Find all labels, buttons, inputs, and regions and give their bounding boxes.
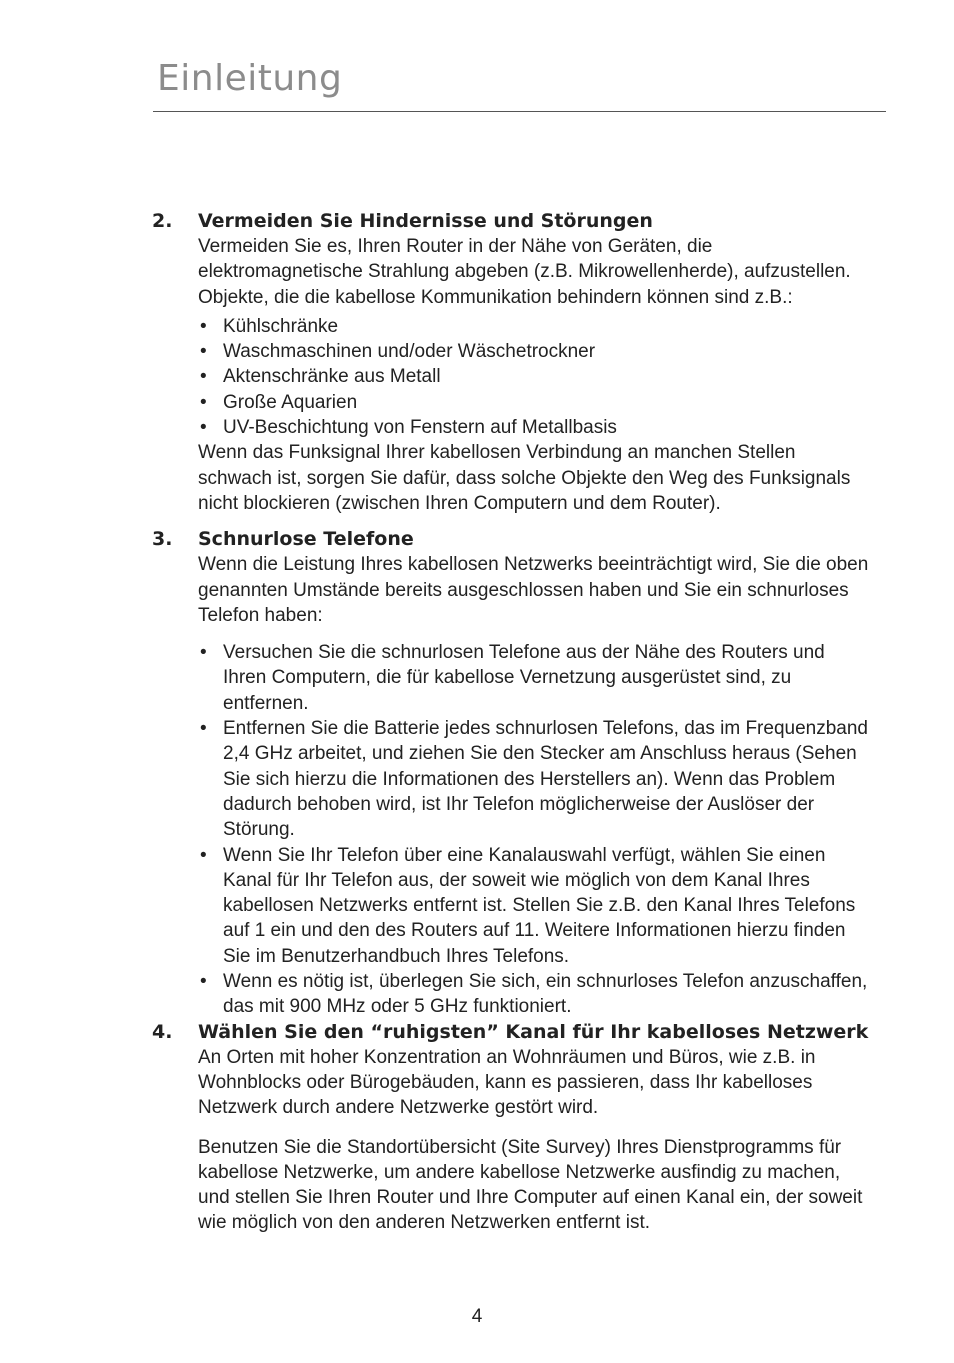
- page-title: Einleitung: [157, 58, 343, 99]
- list-item: • Aktenschränke aus Metall: [198, 364, 872, 389]
- header-divider: [153, 111, 886, 112]
- list-item: • Kühlschränke: [198, 314, 872, 339]
- section-3: [152, 527, 872, 1019]
- section-paragraph: Benutzen Sie die Standortübersicht (Site Survey) Ihres Dienstprogramms für kabellose Netzwerke, um andere kabellose Netzwerke ausfindig zu machen, und stellen Sie Ihren Router und Ihre Computer auf einen Kanal ein, der soweit wie möglich von den anderen Netzwerken entfernt ist.: [198, 1136, 863, 1234]
- list-item: • Große Aquarien: [198, 390, 872, 415]
- cordless-phone-tips-list: [198, 640, 872, 1019]
- list-item: • Waschmaschinen und/oder Wäschetrockner: [198, 339, 872, 364]
- section-heading: Wählen Sie den “ruhigsten” Kanal für Ihr kabelloses Netzwerk: [198, 1020, 869, 1043]
- obstacle-list: [198, 314, 872, 440]
- list-item: • Versuchen Sie die schnurlosen Telefone aus der Nähe des Routers und Ihren Computern, die für kabellose Vernetzung ausgerüstet sind, zu entfernen.: [198, 640, 872, 716]
- list-item: • Entfernen Sie die Batterie jedes schnurlosen Telefons, das im Frequenzband 2,4 GHz arbeitet, und ziehen Sie den Stecker am Anschluss heraus (Sehen Sie sich hierzu die Informationen des Herstellers an). Wenn das Problem dadurch behoben wird, ist Ihr Telefon möglicherweise der Auslöser der Störung.: [198, 716, 872, 842]
- list-item: • Wenn es nötig ist, überlegen Sie sich, ein schnurloses Telefon anzuschaffen, das mit 900 MHz oder 5 GHz funktioniert.: [198, 969, 872, 1020]
- section-paragraph: An Orten mit hoher Konzentration an Wohnräumen und Büros, wie z.B. in Wohnblocks oder Bürogebäuden, kann es passieren, dass Ihr kabelloses Netzwerk durch andere Netzwerke gestört wird.: [198, 1046, 816, 1119]
- list-item: • UV-Beschichtung von Fenstern auf Metallbasis: [198, 415, 872, 440]
- section-number: 2.: [152, 210, 173, 232]
- section-number: 3.: [152, 528, 173, 551]
- section-intro: Wenn die Leistung Ihres kabellosen Netzwerks beeinträchtigt wird, Sie die oben genannten Umstände bereits ausgeschlossen haben und Sie ein schnurloses Telefon haben:: [198, 554, 869, 626]
- section-intro: Vermeiden Sie es, Ihren Router in der Nähe von Geräten, die elektromagnetische Strahlung abgeben (z.B. Mikrowellenherde), aufzustellen. Objekte, die die kabellose Kommunikation behindern können sind z.B.:: [198, 236, 851, 308]
- section-heading: Schnurlose Telefone: [198, 528, 414, 551]
- section-4: [152, 1020, 872, 1236]
- page-number: 4: [471, 1306, 483, 1327]
- main-content: [152, 209, 872, 1236]
- section-number: 4.: [152, 1020, 173, 1043]
- section-2: [152, 209, 872, 516]
- section-heading: Vermeiden Sie Hindernisse und Störungen: [198, 210, 653, 232]
- list-item: • Wenn Sie Ihr Telefon über eine Kanalauswahl verfügt, wählen Sie einen Kanal für Ihr Telefon aus, der soweit wie möglich von dem Kanal Ihres kabellosen Netzwerks entfernt ist. Stellen Sie z.B. den Kanal Ihres Telefons auf 1 ein und den des Routers auf 11. Weitere Informationen hierzu finden Sie im Benutzerhandbuch Ihres Telefons.: [198, 843, 872, 969]
- section-after-text: Wenn das Funksignal Ihrer kabellosen Verbindung an manchen Stellen schwach ist, sorgen Sie dafür, dass solche Objekte den Weg des Funksignals nicht blockieren (zwischen Ihren Computern und dem Router).: [198, 442, 851, 514]
